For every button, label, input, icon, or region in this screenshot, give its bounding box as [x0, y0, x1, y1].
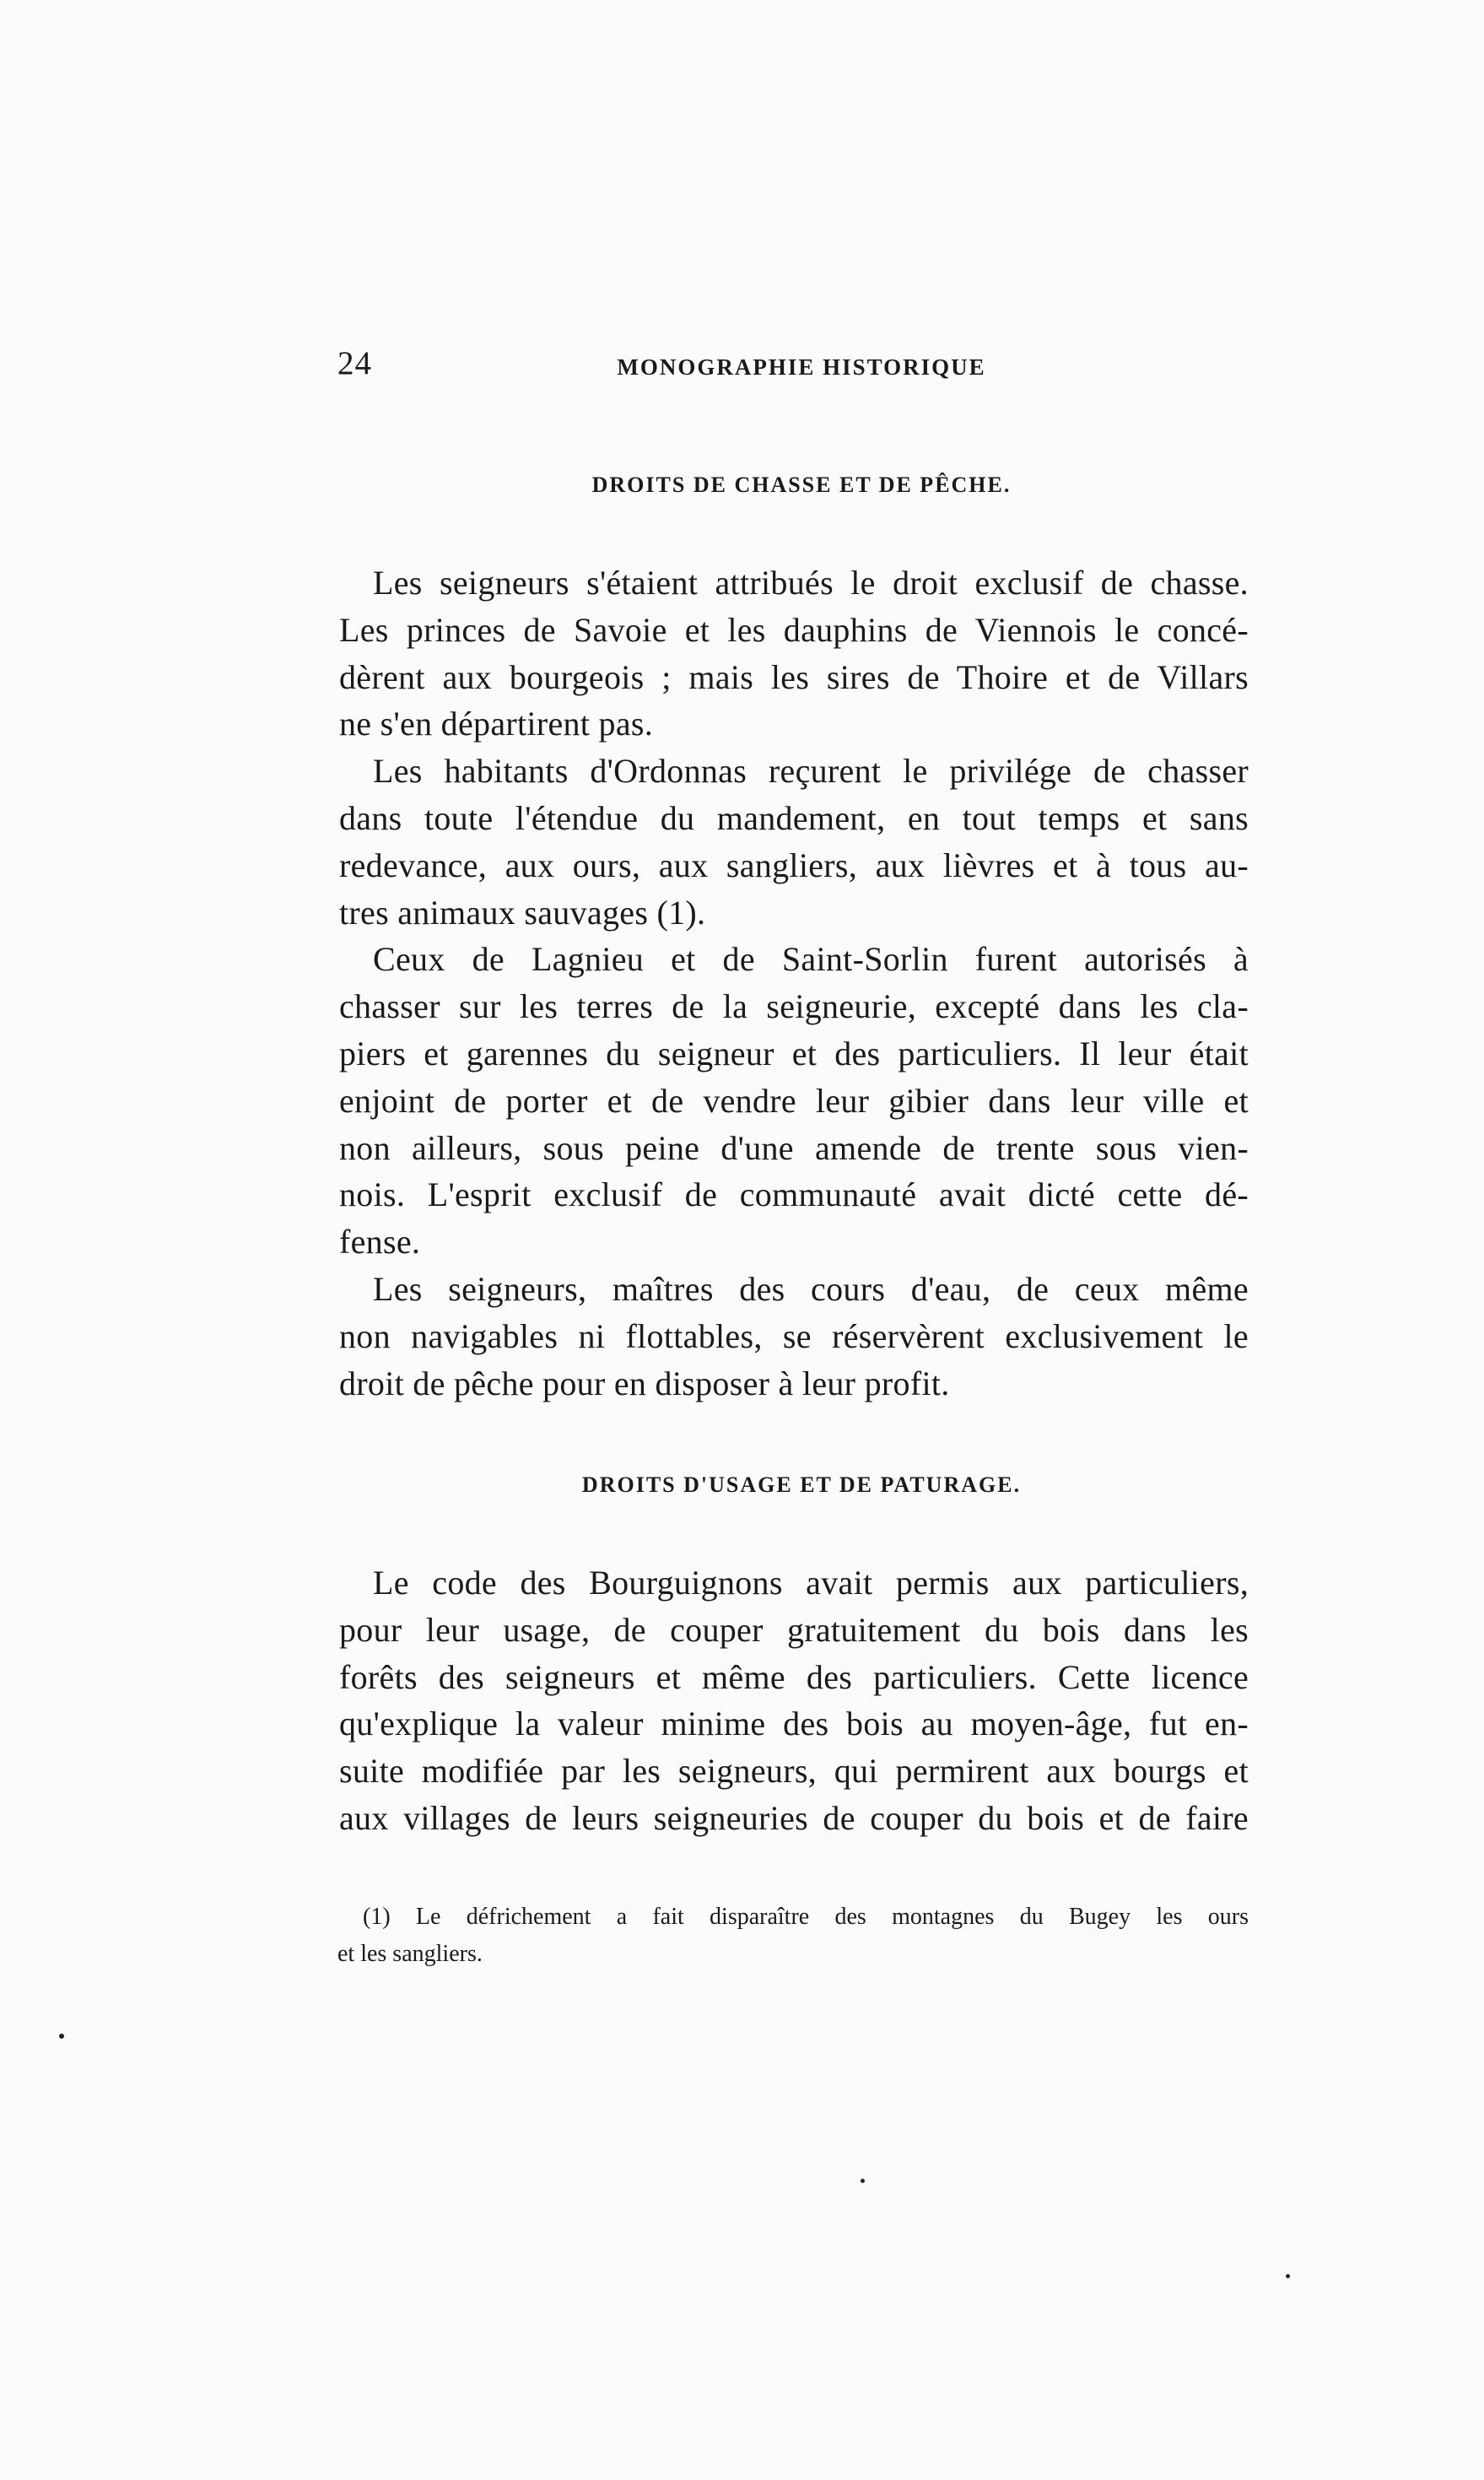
text-line: suite modifiée par les seigneurs, qui permirent aux bourgs et: [339, 1752, 1249, 1791]
scan-speck: [1286, 2274, 1290, 2278]
footnote: [337, 1899, 1249, 1973]
text-line: non navigables ni flottables, se réservèrent exclusivement le: [339, 1316, 1249, 1355]
text-line: redevance, aux ours, aux sangliers, aux lièvres et à tous au-: [339, 846, 1249, 884]
text-line: droit de pêche pour en disposer à leur profit.: [339, 1364, 950, 1402]
text-line: fense.: [339, 1223, 421, 1262]
section-body-chasse: [339, 559, 1249, 1407]
text-line: enjoint de porter et de vendre leur gibier dans leur ville et: [339, 1081, 1249, 1120]
text-line: qu'explique la valeur minime des bois au moyen-âge, fut en-: [339, 1705, 1249, 1743]
text-line: pour leur usage, de couper gratuitement du bois dans les: [339, 1610, 1249, 1649]
footnote-line: (1) Le défrichement a fait disparaître des montagnes du Bugey les ours: [363, 1904, 1249, 1930]
text-line: forêts des seigneurs et même des particuliers. Cette licence: [339, 1657, 1249, 1696]
text-line: tres animaux sauvages (1).: [339, 893, 706, 932]
text-line: dèrent aux bourgeois ; mais les sires de Thoire et de Villars: [339, 657, 1249, 696]
text-line: aux villages de leurs seigneuries de couper du bois et de faire: [339, 1798, 1249, 1837]
section-title-usage: DROITS D'USAGE ET DE PATURAGE.: [581, 1472, 1022, 1497]
text-line: dans toute l'étendue du mandement, en tout temps et sans: [339, 798, 1249, 837]
text-line: Le code des Bourguignons avait permis aux particuliers,: [373, 1564, 1249, 1602]
text-line: nois. L'esprit exclusif de communauté avait dicté cette dé-: [339, 1175, 1249, 1214]
text-line: Les seigneurs, maîtres des cours d'eau, de ceux même: [373, 1269, 1249, 1308]
footnote-line: et les sangliers.: [337, 1941, 483, 1967]
text-line: Les princes de Savoie et les dauphins de Viennois le concé-: [339, 610, 1249, 649]
text-line: chasser sur les terres de la seigneurie, excepté dans les cla-: [339, 987, 1249, 1026]
text-line: Les habitants d'Ordonnas reçurent le privilége de chasser: [373, 752, 1249, 791]
text-line: Les seigneurs s'étaient attribués le droit exclusif de chasse.: [373, 564, 1249, 602]
text-line: non ailleurs, sous peine d'une amende de trente sous vien-: [339, 1128, 1249, 1167]
text-line: piers et garennes du seigneur et des particuliers. Il leur était: [339, 1034, 1249, 1073]
scan-speck: [59, 2034, 64, 2039]
text-line: ne s'en départirent pas.: [339, 705, 654, 743]
section-body-usage: [339, 1559, 1249, 1842]
running-title: MONOGRAPHIE HISTORIQUE: [617, 354, 986, 380]
page-number: 24: [337, 345, 372, 381]
text-line: Ceux de Lagnieu et de Saint-Sorlin furent autorisés à: [373, 940, 1249, 979]
scan-speck: [861, 2179, 865, 2183]
section-title-chasse: DROITS DE CHASSE ET DE PÊCHE.: [591, 473, 1012, 497]
